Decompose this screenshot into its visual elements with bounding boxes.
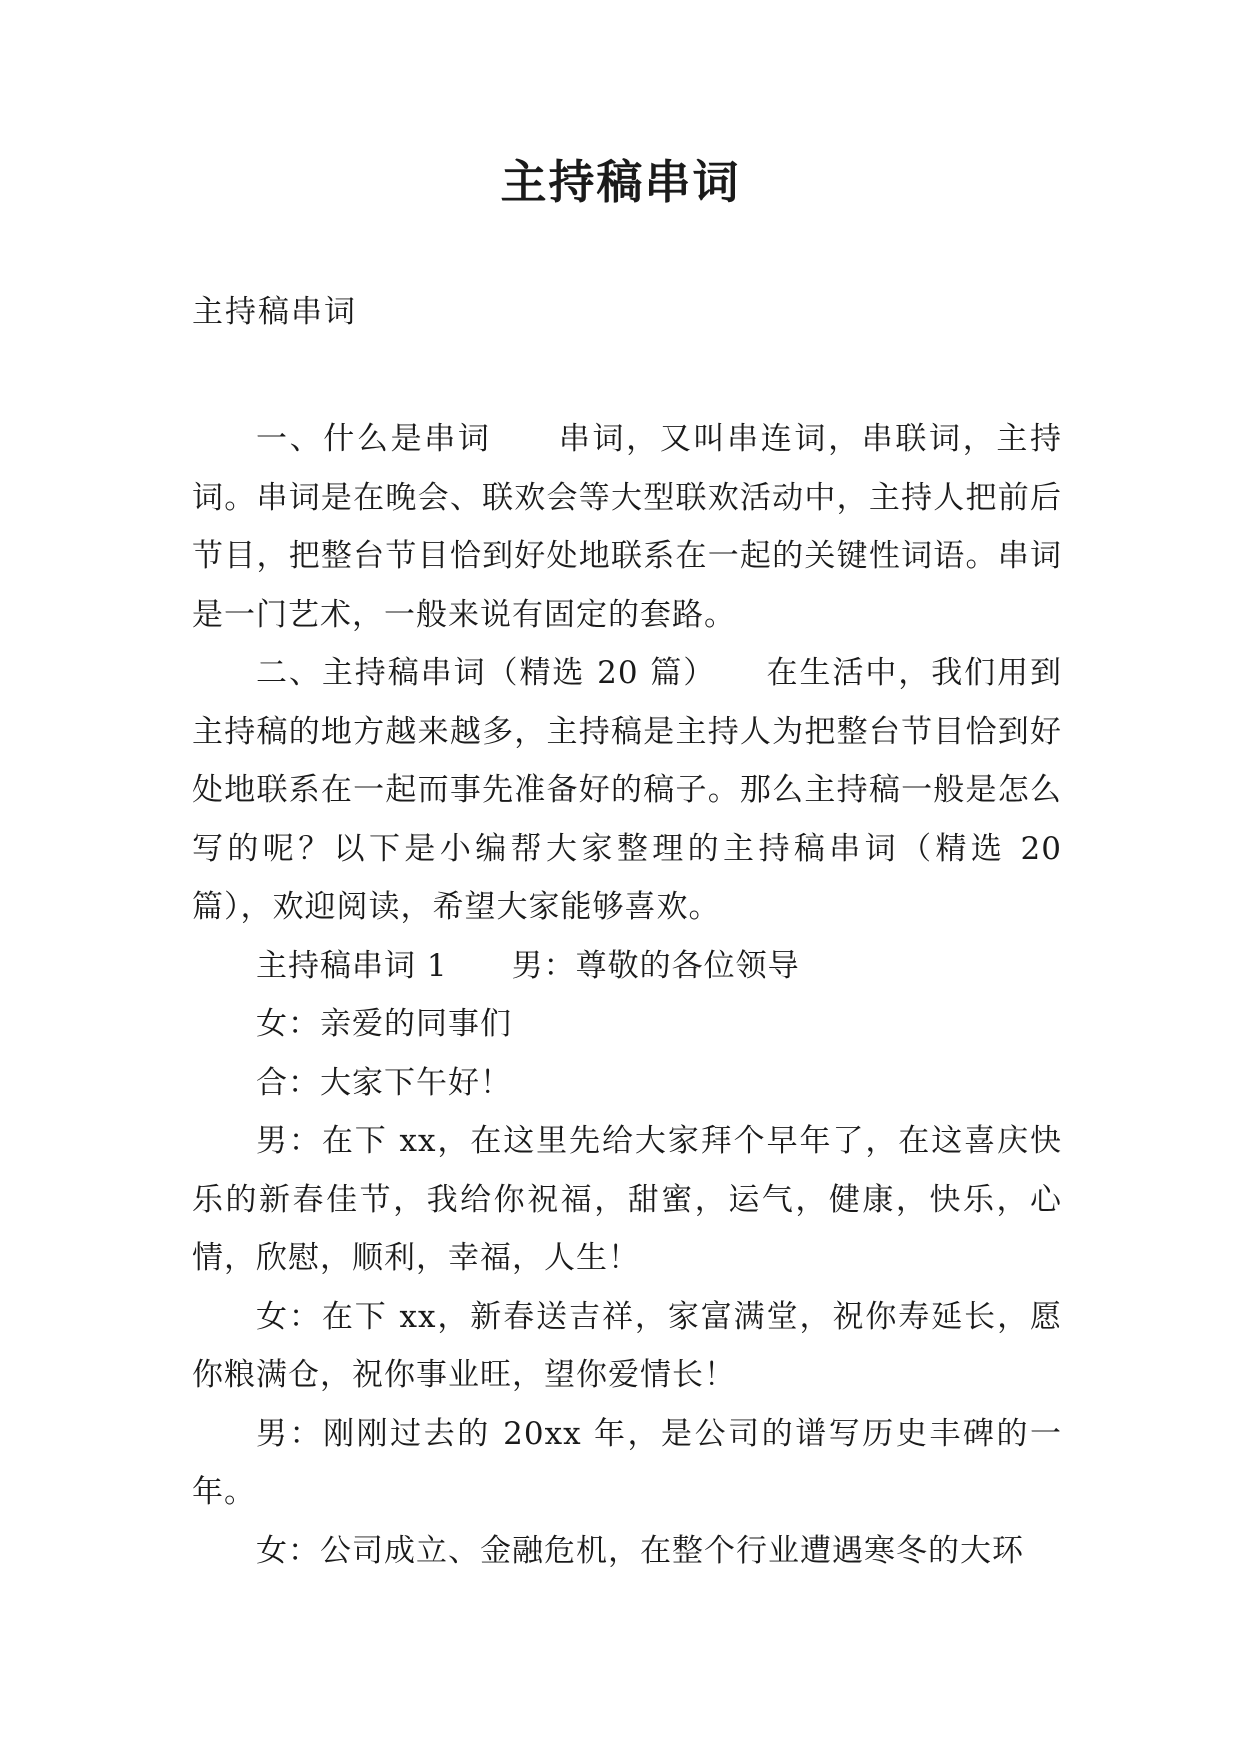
paragraph: 男：在下 xx，在这里先给大家拜个早年了，在这喜庆快乐的新春佳节，我给你祝福，甜蜜，运气，健康，快乐，心情，欣慰，顺利，幸福，人生！ [192, 1123, 1062, 1276]
paragraph: 主持稿串词 1 男：尊敬的各位领导 [256, 947, 800, 984]
paragraph: 合：大家下午好！ [256, 1064, 512, 1101]
paragraph: 女：亲爱的同事们 [256, 1006, 512, 1042]
paragraph: 一、什么是串词 串词，又叫串连词，串联词，主持词。串词是在晚会、联欢会等大型联欢活动中，主持人把前后节目，把整台节目恰到好处地联系在一起的关键性词语。串词是一门艺术，一般来说有固定的套路。 [192, 421, 1062, 633]
document-subtitle: 主持稿串词 [192, 294, 357, 330]
paragraph: 女：公司成立、金融危机，在整个行业遭遇寒冬的大环 [256, 1532, 1024, 1569]
document-body [192, 410, 1062, 1580]
paragraph: 女：在下 xx，新春送吉祥，家富满堂，祝你寿延长，愿你粮满仓，祝你事业旺，望你爱情长！ [192, 1298, 1062, 1393]
document-title: 主持稿串词 [500, 155, 741, 209]
paragraph: 二、主持稿串词（精选 20 篇） 在生活中，我们用到主持稿的地方越来越多，主持稿是主持人为把整台节目恰到好处地联系在一起而事先准备好的稿子。那么主持稿一般是怎么写的呢？以下是小编帮大家整理的主持稿串词（精选 20 篇），欢迎阅读，希望大家能够喜欢。 [192, 655, 1062, 925]
paragraph: 男：刚刚过去的 20xx 年，是公司的谱写历史丰碑的一年。 [192, 1415, 1062, 1510]
